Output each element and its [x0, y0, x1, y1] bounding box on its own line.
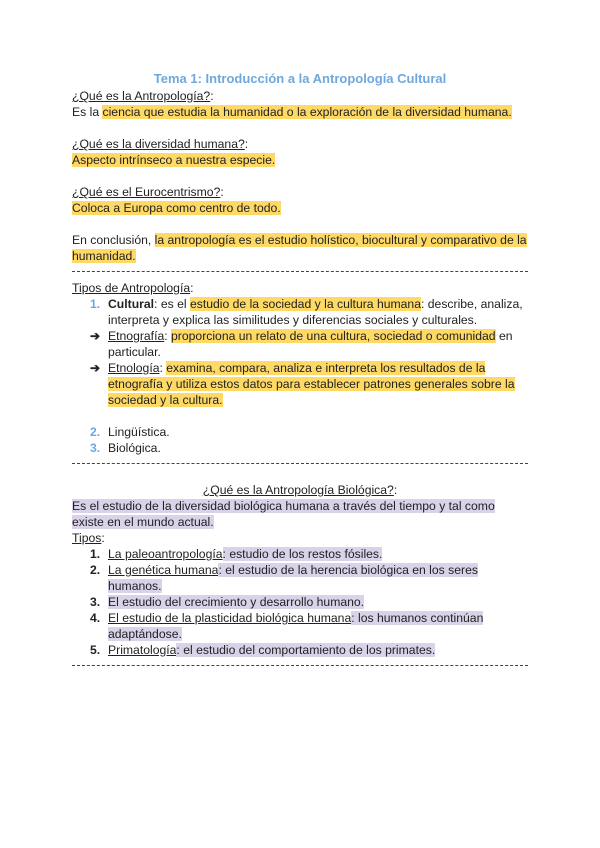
- list-item-biologica: 3. Biológica.: [90, 441, 161, 455]
- bio-item-3: [72, 594, 528, 610]
- highlight: Coloca a Europa como centro de todo.: [72, 201, 281, 215]
- question-text: ¿Qué es la Antropología?: [72, 89, 211, 103]
- list-number: 4.: [90, 611, 101, 625]
- question-eurocentrismo: ¿Qué es el Eurocentrismo?:: [72, 185, 224, 199]
- answer-antropologia: Es la ciencia que estudia la humanidad o la exploración de la diversidad humana.: [72, 105, 512, 119]
- list-number: 1.: [90, 547, 101, 561]
- conclusion: En conclusión, la antropología es el estudio holístico, biocultural y comparativo de la humanidad.: [72, 233, 527, 263]
- highlight: estudio de los restos fósiles.: [229, 547, 383, 561]
- dashed-divider: [72, 463, 528, 464]
- question-diversidad: ¿Qué es la diversidad humana?:: [72, 137, 249, 151]
- highlight: proporciona un relato de una cultura, sociedad o comunidad: [171, 329, 496, 343]
- document-page: [72, 70, 528, 674]
- list-item-cultural: 1. Cultural: es el estudio de la sociedad y la cultura humana: describe, analiza, interpreta y explica las similitudes y diferencias sociales y culturales.: [90, 297, 523, 327]
- bio-types-heading: Tipos:: [72, 531, 105, 545]
- highlight: Es el estudio de la diversidad biológica humana a través del tiempo y tal como existe en el mundo actual.: [72, 499, 495, 529]
- bio-question: ¿Qué es la Antropología Biológica?:: [202, 483, 398, 497]
- list-number: 1.: [90, 297, 101, 311]
- list-number: 2.: [90, 425, 101, 439]
- bio-answer: [72, 498, 528, 530]
- highlight: ciencia que estudia la humanidad o la exploración de la diversidad humana.: [102, 105, 512, 119]
- arrow-bullet-icon: ➔: [90, 329, 101, 343]
- types-heading: Tipos de Antropología:: [72, 281, 194, 295]
- list-number: 3.: [90, 595, 101, 609]
- dashed-divider: [72, 271, 528, 272]
- highlight: el estudio de la herencia biológica en los seres humanos.: [108, 563, 478, 593]
- highlight: el estudio del comportamiento de los primates.: [183, 643, 436, 657]
- highlight: los humanos continúan adaptándose.: [108, 611, 484, 641]
- answer-eurocentrismo: [72, 200, 528, 216]
- list-number: 2.: [90, 563, 101, 577]
- answer-diversidad: [72, 152, 528, 168]
- question-text: ¿Qué es el Eurocentrismo?: [72, 185, 221, 199]
- list-item-linguistica: 2. Lingüística.: [90, 425, 170, 439]
- dashed-divider: [72, 665, 528, 666]
- highlight: la antropología es el estudio holístico, biocultural y comparativo de la humanidad.: [72, 233, 527, 263]
- list-number: 3.: [90, 441, 101, 455]
- highlight: estudio de la sociedad y la cultura humana: [189, 297, 421, 311]
- question-text: ¿Qué es la diversidad humana?: [72, 137, 245, 151]
- bio-item-4: 4. El estudio de la plasticidad biológica humana: los humanos continúan adaptándose.: [90, 611, 484, 641]
- question-antropologia: ¿Qué es la Antropología?:: [72, 89, 214, 103]
- highlight: El estudio del crecimiento y desarrollo humano.: [108, 595, 365, 609]
- document-title: Tema 1: Introducción a la Antropología Cultural: [153, 71, 447, 86]
- highlight: Aspecto intrínseco a nuestra especie.: [72, 153, 276, 167]
- arrow-bullet-icon: ➔: [90, 361, 101, 375]
- bio-item-1: 1. La paleoantropología: estudio de los restos fósiles.: [90, 547, 383, 561]
- list-number: 5.: [90, 643, 101, 657]
- list-item-etnografia: ➔ Etnografía: proporciona un relato de una cultura, sociedad o comunidad en particular.: [90, 329, 513, 359]
- highlight: examina, compara, analiza e interpreta los resultados de la etnografía y utiliza estos datos para establecer patrones generales sobre la sociedad y la cultura.: [108, 361, 515, 407]
- bio-item-2: 2. La genética humana: el estudio de la herencia biológica en los seres humanos.: [90, 563, 478, 593]
- list-item-etnologia: ➔ Etnología: examina, compara, analiza e interpreta los resultados de la etnografía y utiliza estos datos para establecer patrones generales sobre la sociedad y la cultura.: [90, 361, 515, 407]
- bio-item-5: 5. Primatología: el estudio del comportamiento de los primates.: [90, 643, 436, 657]
